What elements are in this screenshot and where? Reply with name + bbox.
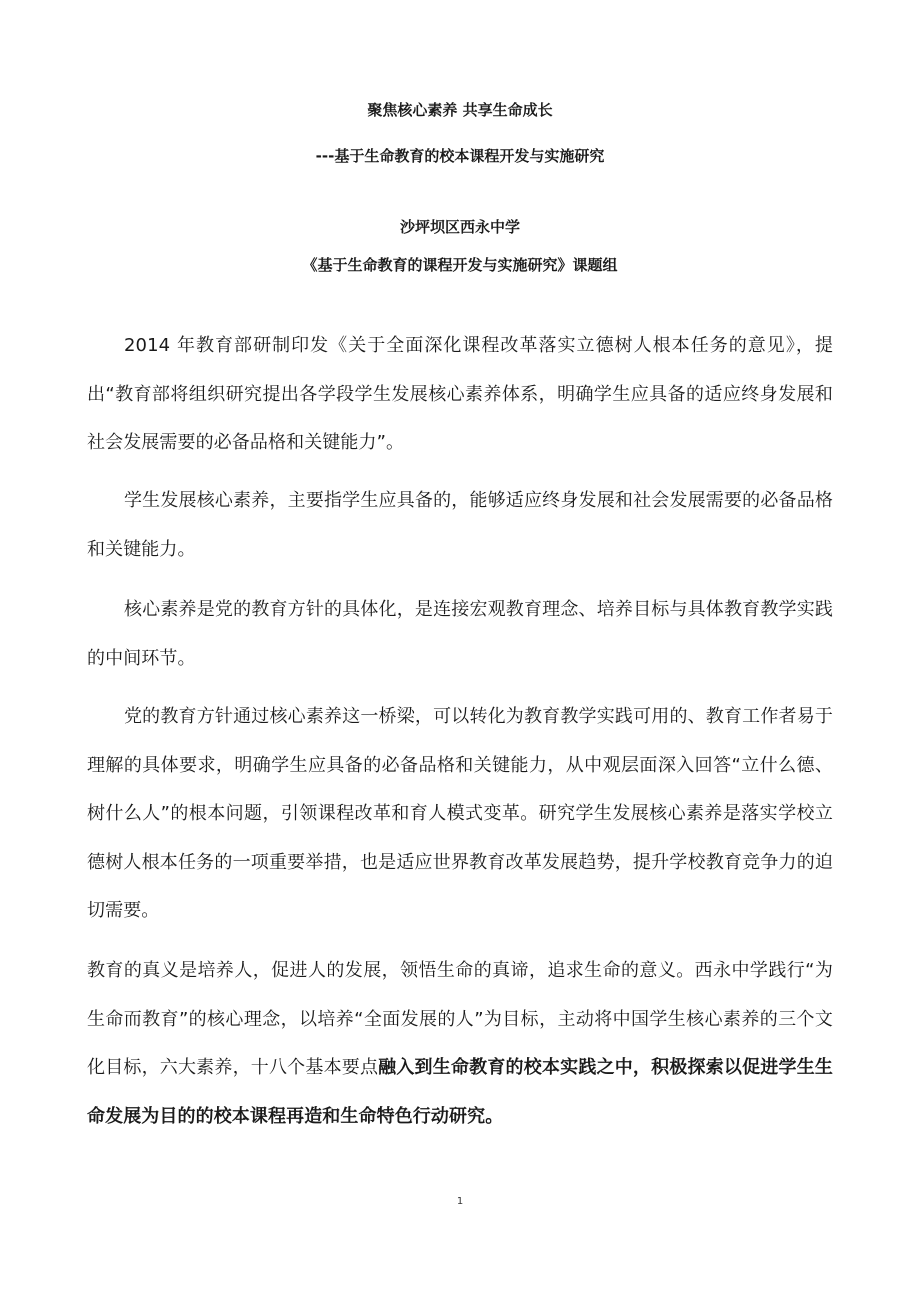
- paragraph-3: 核心素养是党的教育方针的具体化，是连接宏观教育理念、培养目标与具体教育教学实践的中间环节。: [87, 599, 833, 669]
- paragraph-5-text: 教育的真义是培养人，促进人的发展，领悟生命的真谛，追求生命的意义。西永中学践行“为生命而教育”的核心理念，以培养“全面发展的人”为目标，主动将中国学生核心素养的三个文化目标，六大素养，十八个基本要点: [87, 960, 833, 1078]
- paragraph-1: 2014 年教育部研制印发《关于全面深化课程改革落实立德树人根本任务的意见》，提出“教育部将组织研究提出各学段学生发展核心素养体系，明确学生应具备的适应终身发展和社会发展需要的必备品格和关键能力”。: [87, 335, 833, 453]
- document-title: 聚焦核心素养 共享生命成长: [367, 101, 553, 119]
- school-name: 沙坪坝区西永中学: [399, 218, 520, 236]
- document-subtitle: ---基于生命教育的校本课程开发与实施研究: [315, 147, 605, 165]
- research-group: 《基于生命教育的课程开发与实施研究》课题组: [302, 256, 618, 274]
- paragraph-4: 党的教育方针通过核心素养这一桥梁，可以转化为教育教学实践可用的、教育工作者易于理解的具体要求，明确学生应具备的必备品格和关键能力，从中观层面深入回答“立什么德、树什么人”的根本问题，引领课程改革和育人模式变革。研究学生发展核心素养是落实学校立德树人根本任务的一项重要举措，也是适应世界教育改革发展趋势，提升学校教育竞争力的迫切需要。: [87, 706, 833, 921]
- paragraph-5-bold-text: 融入到生命教育的校本实践之中，积极探索以促进学生生命发展为目的的校本课程再造和生命特色行动研究。: [87, 1057, 833, 1127]
- page-number: 1: [456, 1196, 464, 1207]
- paragraph-2: 学生发展核心素养，主要指学生应具备的，能够适应终身发展和社会发展需要的必备品格和关键能力。: [87, 490, 833, 560]
- paragraph-5: [87, 947, 833, 1141]
